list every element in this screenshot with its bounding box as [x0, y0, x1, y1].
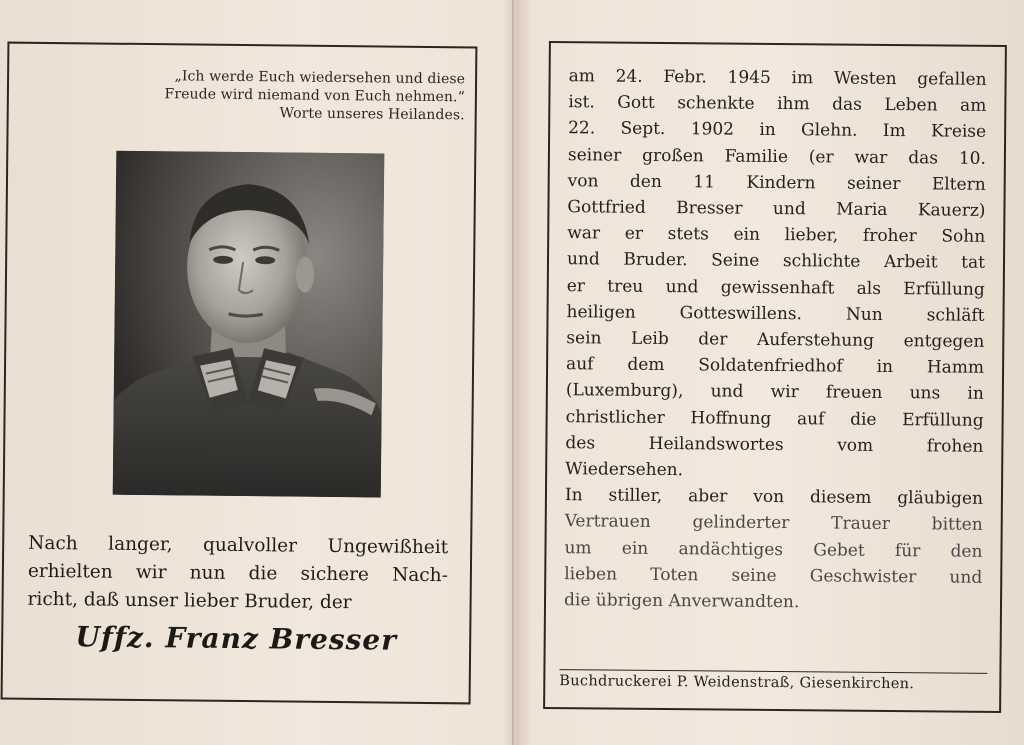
left-page-frame	[1, 42, 478, 705]
body-line: des Heilandswortes vom frohen	[565, 433, 984, 457]
body-line: (Luxemburg), und wir freuen uns in	[565, 380, 984, 405]
death-notice-intro	[27, 530, 448, 618]
intro-line-3: richt, daß unser lieber Bruder, der	[27, 588, 352, 614]
quote-line-2: Freude wird niemand von Euch nehmen.“	[164, 86, 465, 106]
body-line: am 24. Febr. 1945 im Westen gefallen	[568, 66, 987, 90]
body-line: christlicher Hoffnung auf die Erfüllung	[565, 406, 984, 431]
body-line: und Bruder. Seine schlichte Arbeit tat	[566, 249, 986, 274]
body-line: sein Leib der Auferstehung entgegen	[566, 328, 985, 352]
card-fold	[512, 0, 514, 745]
body-line: heiligen Gotteswillens. Nun schläft	[566, 302, 985, 326]
body-line: auf dem Soldatenfriedhof in Hamm	[566, 354, 985, 379]
body-line: Wiedersehen.	[565, 459, 684, 481]
right-page-frame	[543, 41, 1007, 713]
body-line: die übrigen Anverwandten.	[563, 590, 800, 613]
body-line: seiner großen Familie (er war das 10.	[567, 144, 987, 169]
body-line: war er stets ein lieber, froher Sohn	[567, 223, 986, 248]
memorial-text	[564, 63, 987, 617]
body-line: Gottfried Bresser und Maria Kauerz)	[567, 197, 986, 221]
body-line: 22. Sept. 1902 in Glehn. Im Kreise	[568, 118, 987, 143]
body-line: ist. Gott schenkte ihm das Leben am	[568, 92, 987, 117]
body-line: lieben Toten seine Geschwister und	[564, 564, 983, 588]
deceased-name: Uffz. Franz Bresser	[75, 620, 398, 657]
soldier-portrait-photo	[113, 151, 385, 498]
printer-credit: Buchdruckerei P. Weidenstraß, Giesenkirchen.	[559, 673, 915, 693]
body-line: von den 11 Kindern seiner Eltern	[567, 170, 986, 195]
body-line: um ein andächtiges Gebet für den	[564, 537, 983, 562]
quote-line-1: „Ich werde Euch wiedersehen und diese	[174, 68, 466, 88]
scripture-quote	[105, 67, 466, 125]
portrait-illustration	[113, 151, 385, 498]
body-line: Vertrauen gelinderter Trauer bitten	[564, 511, 983, 536]
intro-line-2: erhielten wir nun die sichere Nach-	[27, 560, 448, 587]
intro-line-1: Nach langer, qualvoller Ungewißheit	[28, 532, 449, 559]
body-line: In stiller, aber von diesem gläubigen	[564, 485, 984, 510]
body-line: er treu und gewissenhaft als Erfüllung	[566, 275, 985, 300]
quote-attribution: Worte unseres Heilandes.	[279, 105, 465, 124]
